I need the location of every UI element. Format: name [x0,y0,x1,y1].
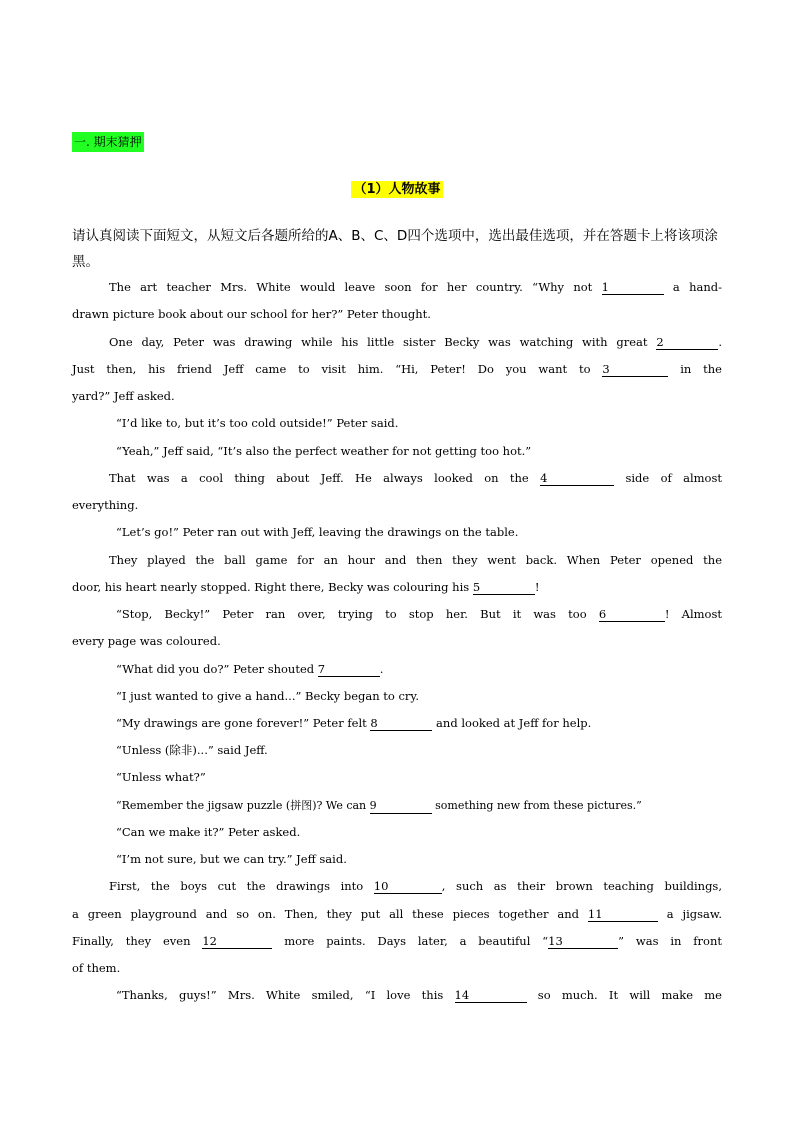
passage-line: “Yeah,” Jeff said, “It’s also the perfect weather for not getting too hot.” [116,444,532,458]
passage-line: everything. [72,498,139,512]
passage-title: （1）人物故事 [353,182,441,197]
passage-line: “Stop, Becky!” Peter ran over, trying to stop her. But it was too 6 ! Almost [116,607,722,621]
passage-line: “What did you do?” Peter shouted 7 . [116,662,384,676]
passage-line: “Unless (除非)...” said Jeff. [116,743,268,757]
passage-line: “I just wanted to give a hand...” Becky began to cry. [116,689,420,703]
blank-2: 2 [656,335,718,350]
passage-line: First, the boys cut the drawings into 10 , such as their brown teaching buildings, [109,879,722,893]
passage-line: every page was coloured. [72,634,221,648]
passage-line: drawn picture book about our school for her?” Peter thought. [72,307,431,321]
passage-line: “Let’s go!” Peter ran out with Jeff, leaving the drawings on the table. [116,525,519,539]
passage-line: “My drawings are gone forever!” Peter felt 8 and looked at Jeff for help. [116,716,592,730]
passage-line: Just then, his friend Jeff came to visit him. “Hi, Peter! Do you want to 3 in the [72,362,722,376]
blank-14: 14 [455,988,527,1003]
blank-9: 9 [370,799,432,814]
passage-line: “Unless what?” [116,770,206,784]
passage-line: One day, Peter was drawing while his little sister Becky was watching with great 2 . [109,335,722,349]
section-heading: 一. 期末猜押 [72,132,144,152]
instructions: 请认真阅读下面短文，从短文后各题所给的A、B、C、D四个选项中，选出最佳选项，并在答题卡上将该项涂黑。 [72,228,718,270]
passage-line: a green playground and so on. Then, they put all these pieces together and 11 a jigsaw. [72,907,722,921]
blank-1: 1 [602,280,664,295]
blank-3: 3 [602,362,668,377]
blank-6: 6 [599,607,665,622]
passage-line: “Remember the jigsaw puzzle (拼图)? We can 9 something new from these pictures.” [116,799,642,812]
blank-4: 4 [540,471,614,486]
passage-line: The art teacher Mrs. White would leave soon for her country. “Why not 1 a hand- [109,280,722,294]
passage-line: “Can we make it?” Peter asked. [116,825,301,839]
blank-11: 11 [588,907,658,922]
blank-12: 12 [202,934,272,949]
passage-line: “I’m not sure, but we can try.” Jeff said. [116,852,347,866]
passage-line: That was a cool thing about Jeff. He always looked on the 4 side of almost [109,471,722,485]
passage-line: “I’d like to, but it’s too cold outside!” Peter said. [116,416,399,430]
blank-8: 8 [370,716,432,731]
blank-10: 10 [374,879,442,894]
passage-line: Finally, they even 12 more paints. Days later, a beautiful “13 ” was in front [72,934,722,948]
blank-13: 13 [548,934,618,949]
passage-line: door, his heart nearly stopped. Right there, Becky was colouring his 5 ! [72,580,540,594]
passage-line: “Thanks, guys!” Mrs. White smiled, “I love this 14 so much. It will make me [116,988,722,1002]
blank-5: 5 [473,580,535,595]
blank-7: 7 [318,662,380,677]
passage-line: They played the ball game for an hour and then they went back. When Peter opened the [109,553,722,567]
passage-line: of them. [72,961,121,975]
passage-line: yard?” Jeff asked. [72,389,175,403]
